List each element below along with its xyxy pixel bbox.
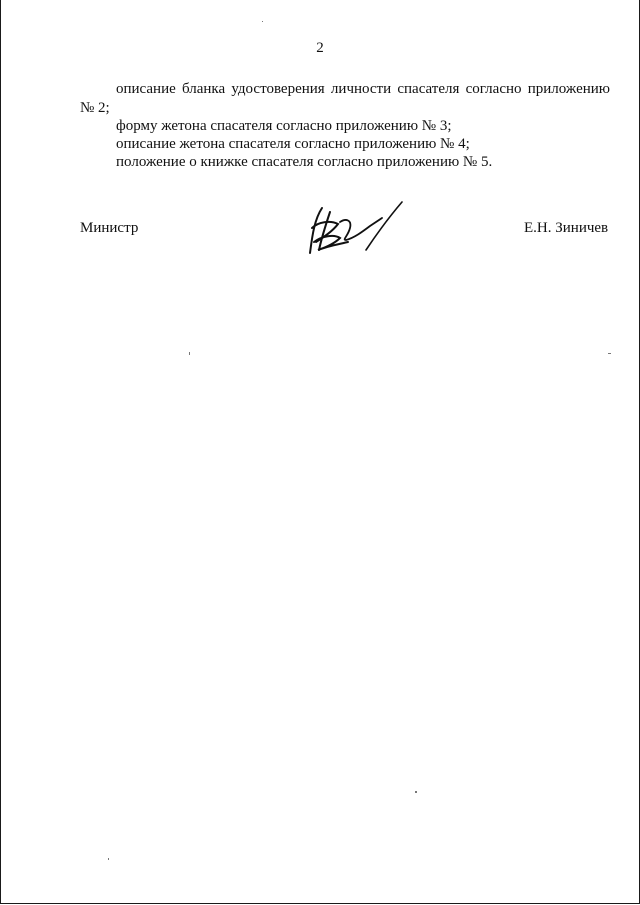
scan-speck	[189, 352, 190, 355]
list-item-1-line-1: описание бланка удостоверения личности спасателя согласно приложению	[116, 81, 610, 97]
list-item-1-line-2: № 2;	[80, 100, 110, 116]
list-item-3: описание жетона спасателя согласно приложению № 4;	[116, 136, 470, 152]
scan-speck	[608, 353, 611, 354]
scan-speck	[262, 21, 263, 22]
signatory-title: Министр	[80, 220, 139, 236]
scan-speck	[415, 791, 417, 793]
list-item-4: положение о книжке спасателя согласно приложению № 5.	[116, 154, 493, 170]
list-item-2: форму жетона спасателя согласно приложению № 3;	[116, 118, 452, 134]
signatory-name: Е.Н. Зиничев	[524, 220, 609, 236]
handwritten-signature	[300, 198, 410, 258]
page-number: 2	[316, 40, 324, 56]
scan-speck	[108, 858, 109, 860]
